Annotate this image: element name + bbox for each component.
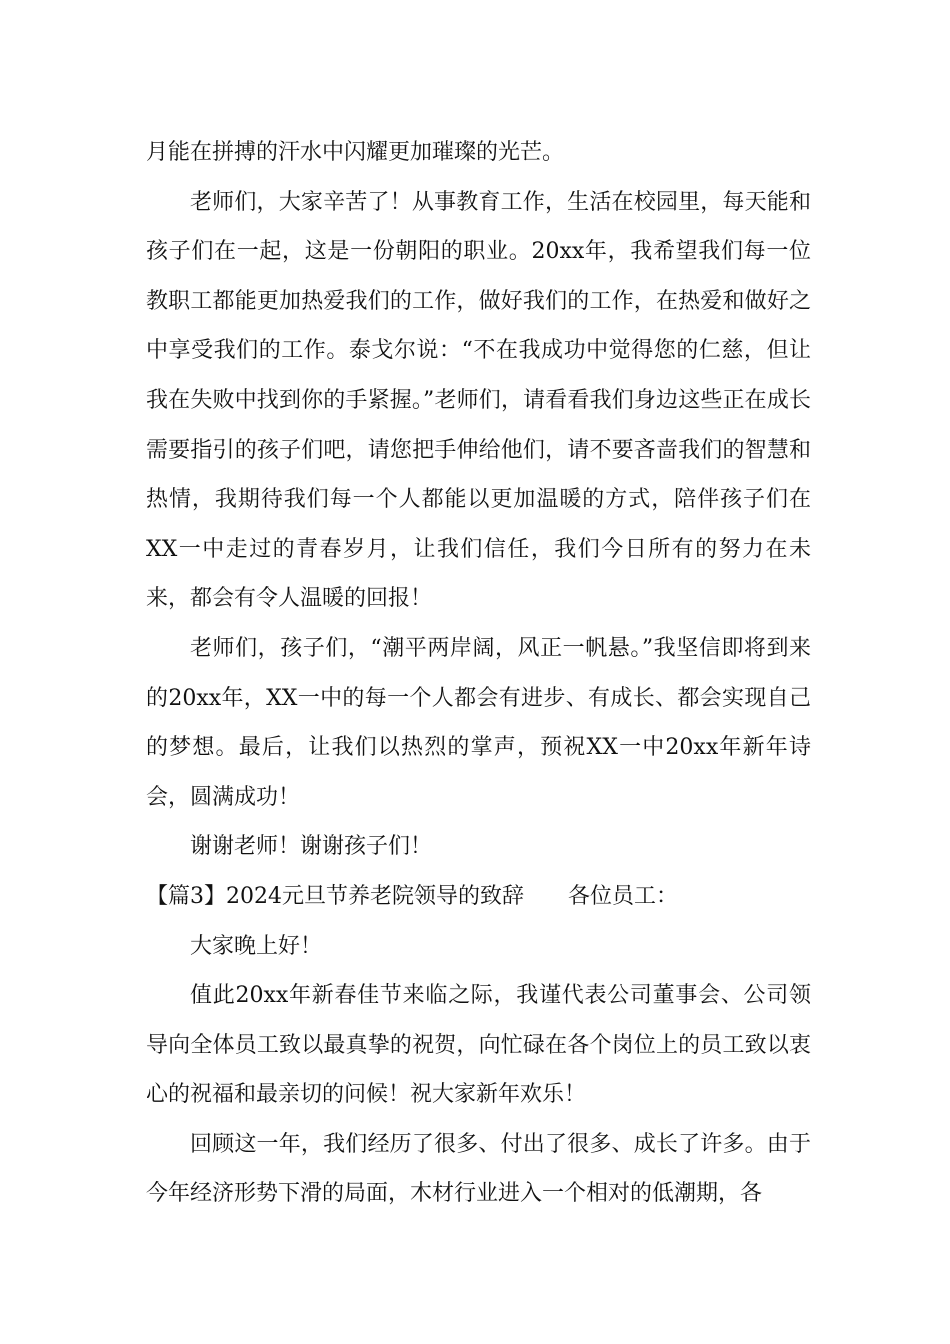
- paragraph-new-year-wishes: 老师们，孩子们，“潮平两岸阔，风正一帆悬。”我坚信即将到来的20xx年，XX一中的每一个人都会有进步、有成长、都会实现自己的梦想。最后，让我们以热烈的掌声，预祝XX一中20xx年新年诗会，圆满成功！: [146, 635, 811, 810]
- document-page: [146, 128, 811, 1219]
- paragraph-closing-thanks: 谢谢老师！谢谢孩子们！: [190, 834, 433, 860]
- section-heading-part-3: 【篇3】2024元旦节养老院领导的致辞 各位员工：: [146, 883, 678, 909]
- paragraph-teachers-thanks: 老师们，大家辛苦了！从事教育工作，生活在校园里，每天能和孩子们在一起，这是一份朝阳的职业。20xx年，我希望我们每一位教职工都能更加热爱我们的工作，做好我们的工作，在热爱和做好之中享受我们的工作。泰戈尔说：“不在我成功中觉得您的仁慈，但让我在失败中找到你的手紧握。”老师们，请看看我们身边这些正在成长需要指引的孩子们吧，请您把手伸给他们，请不要吝啬我们的智慧和热情，我期待我们每一个人都能以更加温暖的方式，陪伴孩子们在XX一中走过的青春岁月，让我们信任，我们今日所有的努力在未来，都会有令人温暖的回报！: [146, 189, 811, 612]
- paragraph-festival-greetings: 值此20xx年新春佳节来临之际，我谨代表公司董事会、公司领导向全体员工致以最真挚的祝贺，向忙碌在各个岗位上的员工致以衷心的祝福和最亲切的问候！祝大家新年欢乐！: [146, 983, 811, 1108]
- paragraph-continuation: 月能在拼搏的汗水中闪耀更加璀璨的光芒。: [146, 140, 565, 165]
- paragraph-greeting: 大家晚上好！: [190, 933, 323, 959]
- paragraph-year-review: 回顾这一年，我们经历了很多、付出了很多、成长了许多。由于今年经济形势下滑的局面，木材行业进入一个相对的低潮期，各: [146, 1131, 811, 1207]
